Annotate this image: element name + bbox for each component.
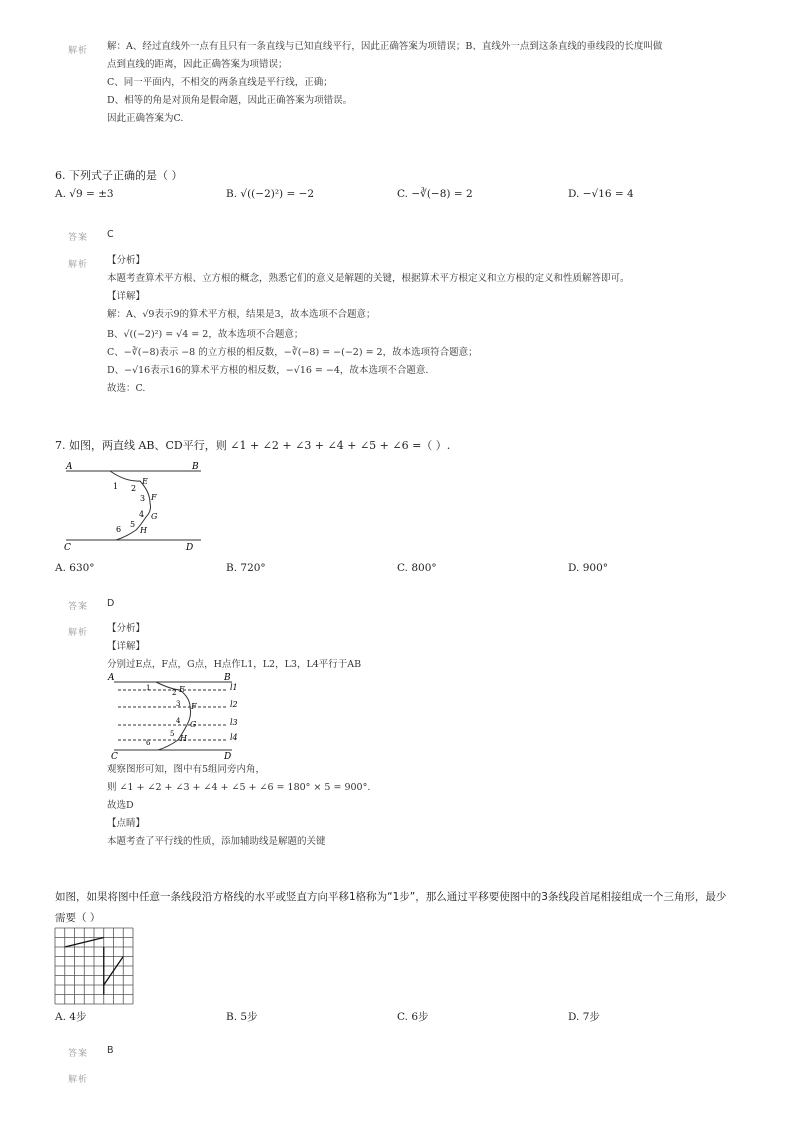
- point-f-label: F: [191, 702, 197, 711]
- analysis-line: 解：A、经过直线外一点有且只有一条直线与已知直线平行，因此正确答案为项错误；B、直线外一点到这条直线的垂线段的长度叫做: [107, 41, 663, 52]
- angle-6-label: 6: [116, 525, 122, 534]
- point-g-label: G: [190, 720, 197, 729]
- analysis-label: 解析: [68, 1075, 89, 1085]
- option-a[interactable]: A. 4步: [55, 1011, 87, 1023]
- parallel-lines-figure: [60, 459, 205, 551]
- question-stem: 7. 如图，两直线 AB、CD平行，则 ∠1 + ∠2 + ∠3 + ∠4 + ∠5 + ∠6 =（ ）.: [55, 439, 451, 452]
- angle-4-label: 4: [176, 717, 181, 725]
- line-l4-label: l4: [230, 733, 238, 742]
- question-stem: 需要（ ）: [55, 912, 101, 924]
- answer-value: C: [107, 229, 114, 240]
- answer-value: D: [107, 598, 115, 609]
- angle-1-label: 1: [146, 684, 151, 692]
- analysis-line: 本题考查了平行线的性质，添加辅助线是解题的关键: [107, 836, 326, 847]
- point-e-label: E: [179, 685, 185, 694]
- line-l2-label: l2: [230, 700, 238, 709]
- angle-2-label: 2: [131, 484, 137, 493]
- point-b-label: B: [192, 462, 199, 472]
- analysis-line: 观察图形可知，图中有5组同旁内角，: [107, 764, 266, 775]
- option-d[interactable]: D. 7步: [568, 1011, 600, 1023]
- analysis-line: 则 ∠1 + ∠2 + ∠3 + ∠4 + ∠5 + ∠6 = 180° × 5 = 900°.: [107, 782, 371, 793]
- analysis-label: 解析: [68, 46, 89, 56]
- point-c-label: C: [64, 543, 71, 551]
- angle-3-label: 3: [140, 494, 146, 503]
- angle-4-label: 4: [139, 510, 145, 519]
- analysis-line: 故选D: [107, 800, 134, 811]
- auxiliary-lines-figure: [104, 670, 254, 762]
- option-b[interactable]: B. 5步: [226, 1011, 258, 1023]
- analysis-label: 解析: [68, 260, 89, 270]
- analysis-line: C、同一平面内，不相交的两条直线是平行线，正确；: [107, 77, 333, 88]
- analysis-line: D、相等的角是对顶角是假命题，因此正确答案为项错误。: [107, 95, 353, 106]
- angle-1-label: 1: [113, 482, 119, 491]
- answer-label: 答案: [68, 602, 89, 612]
- question-stem: 如图，如果将图中任意一条线段沿方格线的水平或竖直方向平移1格称为“1步”，那么通过平移要使图中的3条线段首尾相接组成一个三角形，最少: [55, 891, 727, 903]
- line-l1-label: l1: [230, 683, 238, 692]
- point-a-label: A: [66, 462, 73, 472]
- analysis-line: B、√((−2)²) = √4 = 2，故本选项不合题意；: [107, 329, 304, 340]
- analysis-label: 解析: [68, 628, 89, 638]
- point-b-label: B: [224, 673, 231, 683]
- angle-3-label: 3: [176, 700, 181, 708]
- analysis-line: 【点睛】: [107, 818, 146, 829]
- analysis-line: 本题考查算术平方根、立方根的概念，熟悉它们的意义是解题的关键，根据算术平方根定义和立方根的定义和性质解答即可。: [107, 273, 630, 284]
- option-c[interactable]: C. 800°: [397, 562, 437, 574]
- line-l3-label: l3: [230, 718, 238, 727]
- point-h-label: H: [140, 526, 147, 535]
- analysis-line: 故选：C.: [107, 383, 146, 394]
- analysis-line: 【详解】: [107, 641, 146, 652]
- option-b[interactable]: B. √((−2)²) = −2: [226, 188, 315, 200]
- analysis-line: C、−∛(−8)表示 −8 的立方根的相反数，−∛(−8) = −(−2) = 2，故本选项符合题意；: [107, 347, 478, 358]
- point-a-label: A: [108, 673, 115, 683]
- point-g-label: G: [151, 512, 158, 521]
- option-a[interactable]: A. 630°: [55, 562, 95, 574]
- analysis-line: 【分析】: [107, 255, 146, 266]
- answer-value: B: [107, 1045, 114, 1056]
- analysis-line: 【分析】: [107, 623, 146, 634]
- analysis-line: 点到直线的距离，因此正确答案为项错误；: [107, 59, 288, 70]
- grid-figure: [54, 927, 136, 1005]
- angle-2-label: 2: [172, 689, 177, 697]
- angle-5-label: 5: [130, 520, 136, 529]
- answer-label: 答案: [68, 1049, 89, 1059]
- option-b[interactable]: B. 720°: [226, 562, 266, 574]
- point-d-label: D: [224, 752, 232, 762]
- option-d[interactable]: D. 900°: [568, 562, 609, 574]
- point-c-label: C: [111, 752, 118, 762]
- analysis-line: D、−√16表示16的算术平方根的相反数，−√16 = −4，故本选项不合题意.: [107, 365, 429, 376]
- point-f-label: F: [151, 493, 157, 502]
- option-d[interactable]: D. −√16 = 4: [568, 188, 634, 200]
- point-d-label: D: [186, 543, 194, 551]
- option-c[interactable]: C. −∛(−8) = 2: [397, 188, 473, 200]
- angle-6-label: 6: [146, 739, 151, 747]
- option-a[interactable]: A. √9 = ±3: [55, 188, 114, 200]
- angle-5-label: 5: [170, 730, 175, 738]
- analysis-line: 解：A、√9表示9的算术平方根，结果是3，故本选项不合题意；: [107, 309, 376, 320]
- point-e-label: E: [142, 477, 148, 486]
- answer-label: 答案: [68, 233, 89, 243]
- analysis-line: 因此正确答案为C.: [107, 113, 184, 124]
- point-h-label: H: [180, 734, 187, 743]
- question-stem: 6. 下列式子正确的是（ ）: [55, 169, 183, 182]
- analysis-line: 分别过E点，F点，G点，H点作L1，L2，L3，L4平行于AB: [107, 659, 362, 670]
- analysis-line: 【详解】: [107, 291, 146, 302]
- option-c[interactable]: C. 6步: [397, 1011, 429, 1023]
